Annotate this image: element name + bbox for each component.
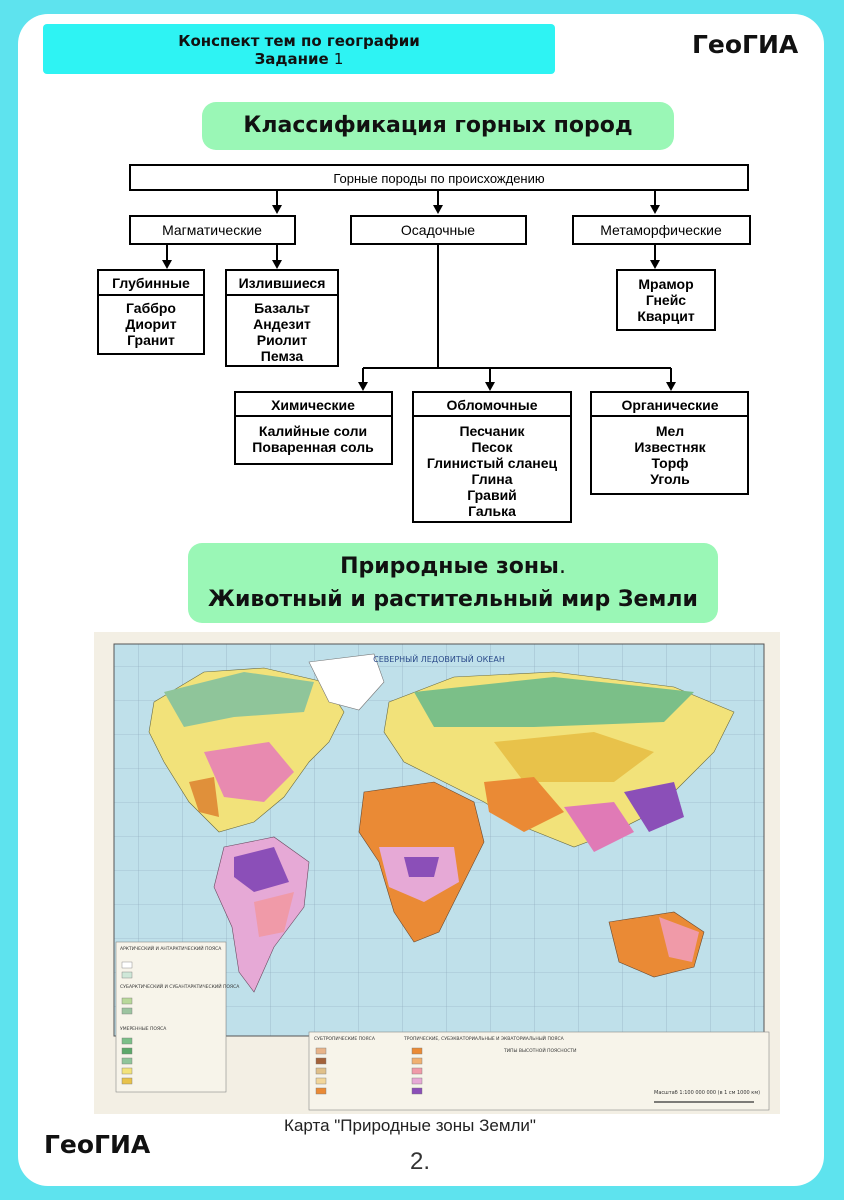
section-title-zones: Природные зоны. Животный и растительный мир Земли bbox=[188, 543, 718, 623]
clastic-item: Глинистый сланец bbox=[426, 455, 558, 471]
category-magmatic: Магматические bbox=[162, 222, 262, 238]
legend-subarctic: СУБАРКТИЧЕСКИЙ И СУБАНТАРКТИЧЕСКИЙ ПОЯСА bbox=[120, 985, 240, 990]
organic-title: Органические bbox=[621, 397, 719, 413]
erupted-item: Риолит bbox=[256, 332, 308, 348]
legend-temperate: УМЕРЕННЫЕ ПОЯСА bbox=[120, 1027, 167, 1032]
category-metamorphic: Метаморфические bbox=[600, 222, 722, 238]
legend-arctic: АРКТИЧЕСКИЙ И АНТАРКТИЧЕСКИЙ ПОЯСА bbox=[120, 947, 222, 952]
legend-subtropical: СУБТРОПИЧЕСКИЕ ПОЯСА bbox=[314, 1037, 375, 1042]
brand-logo-top: ГеоГИА bbox=[692, 30, 799, 59]
chemical-title: Химические bbox=[271, 397, 355, 413]
rock-classification-diagram bbox=[95, 158, 755, 524]
deep-title: Глубинные bbox=[112, 275, 190, 291]
clastic-item: Песчаник bbox=[459, 423, 525, 439]
organic-item: Мел bbox=[655, 423, 685, 439]
natural-zones-map bbox=[94, 632, 780, 1114]
map-caption: Карта "Природные зоны Земли" bbox=[284, 1116, 536, 1135]
erupted-item: Пемза bbox=[260, 348, 304, 364]
legend-tropical: ТРОПИЧЕСКИЕ, СУБЭКВАТОРИАЛЬНЫЕ И ЭКВАТОРИАЛЬНЫЙ ПОЯСА bbox=[404, 1037, 564, 1042]
deep-item: Гранит bbox=[127, 332, 175, 348]
category-sedimentary: Осадочные bbox=[400, 222, 476, 238]
section-title-rocks: Классификация горных пород bbox=[202, 102, 674, 150]
task-number: 1 bbox=[333, 50, 344, 68]
chemical-item: Калийные соли bbox=[258, 423, 368, 439]
metamorphic-item: Кварцит bbox=[637, 308, 695, 324]
page-number: 2. bbox=[409, 1148, 430, 1175]
erupted-item: Андезит bbox=[253, 316, 311, 332]
deep-item: Габбро bbox=[126, 300, 176, 316]
header-box bbox=[43, 24, 555, 74]
metamorphic-item: Гнейс bbox=[645, 292, 687, 308]
clastic-item: Песок bbox=[471, 439, 513, 455]
clastic-item: Глина bbox=[471, 471, 513, 487]
header-line1: Конспект тем по географии bbox=[178, 32, 420, 50]
clastic-item: Гравий bbox=[467, 487, 517, 503]
erupted-title: Излившиеся bbox=[238, 275, 326, 291]
zones-title-line2: Животный и растительный мир Земли bbox=[208, 587, 698, 612]
organic-item: Уголь bbox=[650, 471, 690, 487]
clastic-title: Обломочные bbox=[446, 397, 538, 413]
diagram-root-label: Горные породы по происхождению bbox=[333, 171, 545, 186]
metamorphic-item: Мрамор bbox=[638, 276, 694, 292]
organic-item: Торф bbox=[651, 455, 689, 471]
erupted-item: Базальт bbox=[254, 300, 310, 316]
legend-altitude: ТИПЫ ВЫСОТНОЙ ПОЯСНОСТИ bbox=[504, 1049, 577, 1054]
brand-logo-bottom: ГеоГИА bbox=[44, 1130, 151, 1159]
chemical-item: Поваренная соль bbox=[252, 439, 374, 455]
organic-item: Известняк bbox=[634, 439, 706, 455]
clastic-item: Галька bbox=[468, 503, 516, 519]
zones-title-line1: Природные зоны bbox=[340, 554, 559, 579]
map-scale: Масштаб 1:100 000 000 (в 1 см 1000 км) bbox=[654, 1090, 761, 1096]
header-line2: Задание 1 bbox=[254, 50, 344, 68]
deep-item: Диорит bbox=[125, 316, 177, 332]
ocean-arctic-label: СЕВЕРНЫЙ ЛЕДОВИТЫЙ ОКЕАН bbox=[373, 655, 505, 664]
